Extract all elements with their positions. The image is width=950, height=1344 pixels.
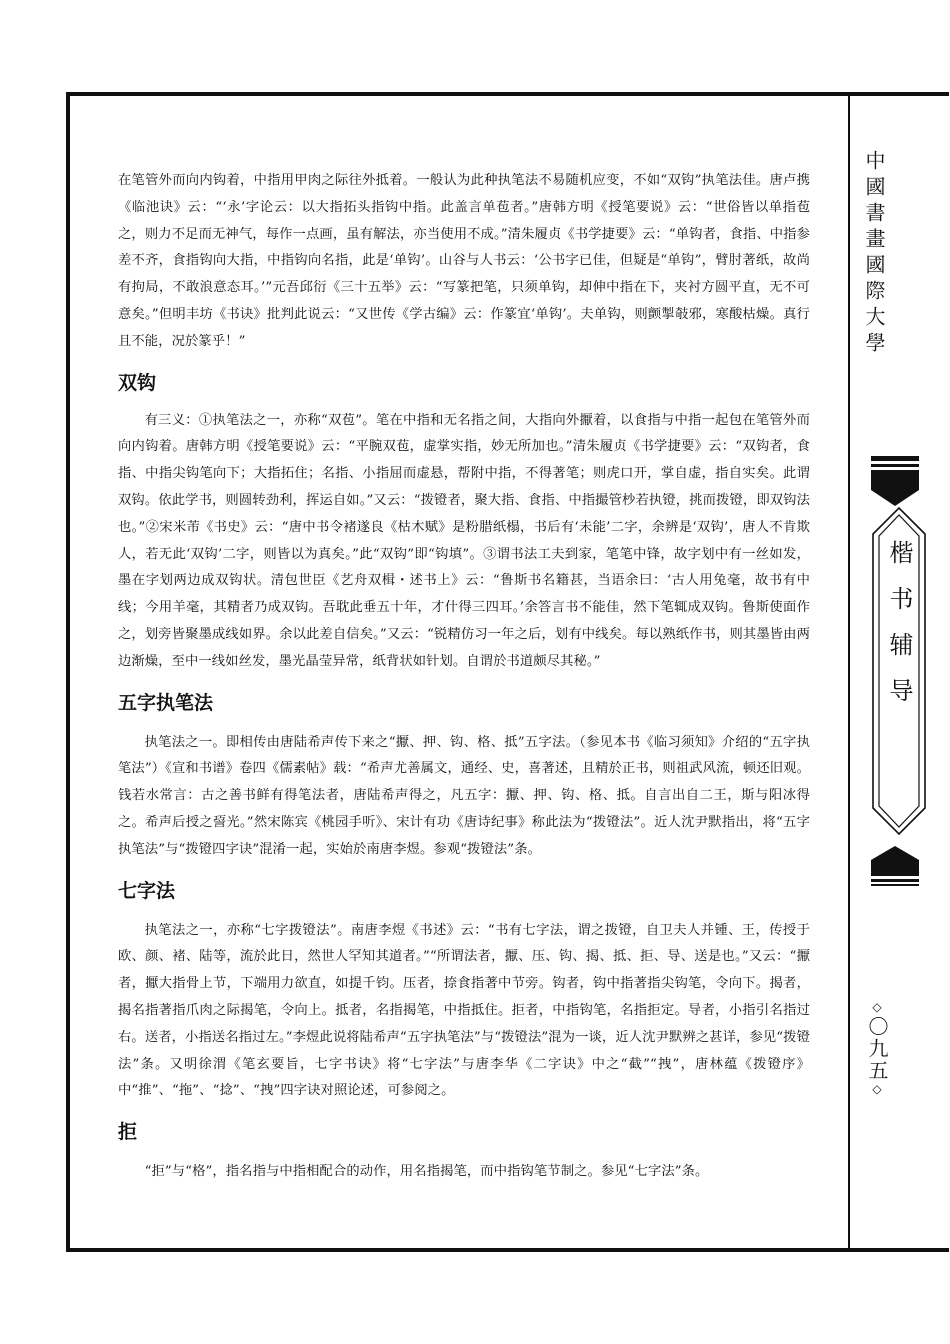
diamond-icon: ◇ [870,1000,884,1016]
heading-ju: 拒 [118,1121,138,1144]
paragraph-wuzi: 执笔法之一。即相传由唐陆希声传下来之“擫、押、钩、格、抵”五字法。（参见本书《临习须知》介绍的“五字执笔法”）《宣和书谱》卷四《儒素帖》载：“希声尤善属文，通经、史，喜著述，且精於正书，则祖武风流，顿还旧观。钱若水常言：古之善书鲜有得笔法者，唐陆希声得之，凡五字：擫、押、钩、格、抵。自言出自二王，斯与阳冰得之。希声后授之䛒光。”然宋陈宾《桃园手听》、宋计有功《唐诗纪事》称此法为“拨镫法”。近人沈尹默指出，将“五字执笔法”与“拨镫四字诀”混淆一起，实始於南唐李煜。参观“拨镫法”条。 [118,734,810,857]
ornament-bottom-icon [871,846,919,886]
heading-shuanggou: 双钩 [118,371,157,394]
diamond-icon: ◇ [870,1082,884,1098]
book-title-box [869,506,929,836]
sidebar-divider [848,96,850,1248]
book-title: 楷书辅导 [885,540,913,724]
heading-qizi: 七字法 [118,879,176,902]
university-name: 中國書畫國際大學 [862,150,886,358]
intro-paragraph: 在笔管外而向内钩着，中指用甲肉之际往外抵着。一般认为此种执笔法不易随机应变，不如“双钩”执笔法佳。唐卢携《临池诀》云：“‘永’字论云：以大指拓头指钩中指。此盖言单苞者。”唐韩方明《授笔要说》云：“世俗皆以单指苞之，则力不足而无神气，每作一点画，虽有解法，亦当使用不成。”清朱履贞《书学捷要》云：“单钩者，食指、中指参差不齐，食指钩向大指，中指钩向名指，此是‘单钩’。山谷与人书云：‘公书字已佳，但疑是“单钩”，臂肘著纸，故尚有拘局，不敢浪意态耳。’”元吾邱衍《三十五举》云：“写篆把笔，只须单钩，却伸中指在下，夹衬方圆平直，无不可意矣。”但明丰坊《书诀》批判此说云：“又世传《学古编》云：作篆宜‘单钩’。夫单钩，则颤掣攲邪，寒酸枯燥。真行且不能，况於篆乎！” [118,173,810,349]
paragraph-ju: “拒”与“格”，指名指与中指相配合的动作，用名指揭笔，而中指钩笔节制之。参见“七字法”条。 [144,1164,709,1180]
page-number-block [864,1000,890,1098]
main-content [118,168,810,1186]
paragraph-qizi: 执笔法之一，亦称“七字拨镫法”。南唐李煜《书述》云：“书有七字法，谓之拨镫，自卫夫人并锺、王，传授于欧、颜、褚、陆等，流於此日，然世人罕知其道者。”“所谓法者，擫、压、钩、揭、抵、拒、导、送是也。”又云：“擫者，擫大指骨上节，下端用力欲直，如提千钧。压者，捺食指著中节旁。钩者，钩中指著指尖钩笔，令向下。揭者，揭名指著指爪肉之际揭笔，令向上。抵者，名指揭笔，中指抵住。拒者，中指钩笔，名指拒定。导者，小指引名指过右。送者，小指送名指过左。”李煜此说将陆希声“五字执笔法”与“拨镫法”混为一谈，近人沈尹默辨之甚详，参见“拨镫法”条。又明徐渭《笔玄要旨，七字书诀》将“七字法”与唐李华《二字诀》中之“截”“拽”，唐林蕴《拨镫序》中“推”、“拖”、“捻”、“拽”四字诀对照论述，可参阅之。 [118,922,810,1099]
heading-wuzi: 五字执笔法 [118,691,214,714]
page-number: 〇九五 [865,1016,889,1082]
ornament-top-icon [871,456,919,506]
paragraph-shuanggou: 有三义：①执笔法之一，亦称“双苞”。笔在中指和无名指之间，大指向外擫着，以食指与中指一起包在笔管外而向内钩着。唐韩方明《授笔要说》云：“平腕双苞，虚掌实指，妙无所加也。”清朱履贞《书学捷要》云：“双钩者，食指、中指尖钩笔向下；大指拓住；名指、小指屈而虚悬，帮附中指，不得著笔；则虎口开，掌自虚，指自实矣。此谓双钩。依此学书，则圆转劲利，挥运自如。”又云：“拨镫者，聚大指、食指、中指撮管杪若执镫，挑而拨镫，即双钩法也。”②宋米芾《书史》云：“唐中书令褚遂良《枯木赋》是粉腊纸榻，书后有‘未能’二字，余辨是‘双钩’，唐人不肯欺人，若无此‘双钩’二字，则皆以为真矣。”此“双钩”即“钩填”。③谓书法工夫到家，笔笔中锋，故字划中有一丝如发，墨在字划两边成双钩状。清包世臣《艺舟双楫・述书上》云：“鲁斯书名籍甚，当语余曰：‘古人用兔毫，故书有中线；今用羊毫，其精者乃成双钩。吾耽此垂五十年，才什得三四耳。’余答言书不能佳，然下笔辄成双钩。鲁斯使面作之，划旁皆聚墨成线如界。余以此差自信矣。”又云：“锐精仿习一年之后，划有中线矣。每以熟纸作书，则其墨皆由两边渐燥，至中一线如丝发，墨光晶莹异常，纸背状如针划。自谓於书道颇尽其秘。” [118,412,810,669]
